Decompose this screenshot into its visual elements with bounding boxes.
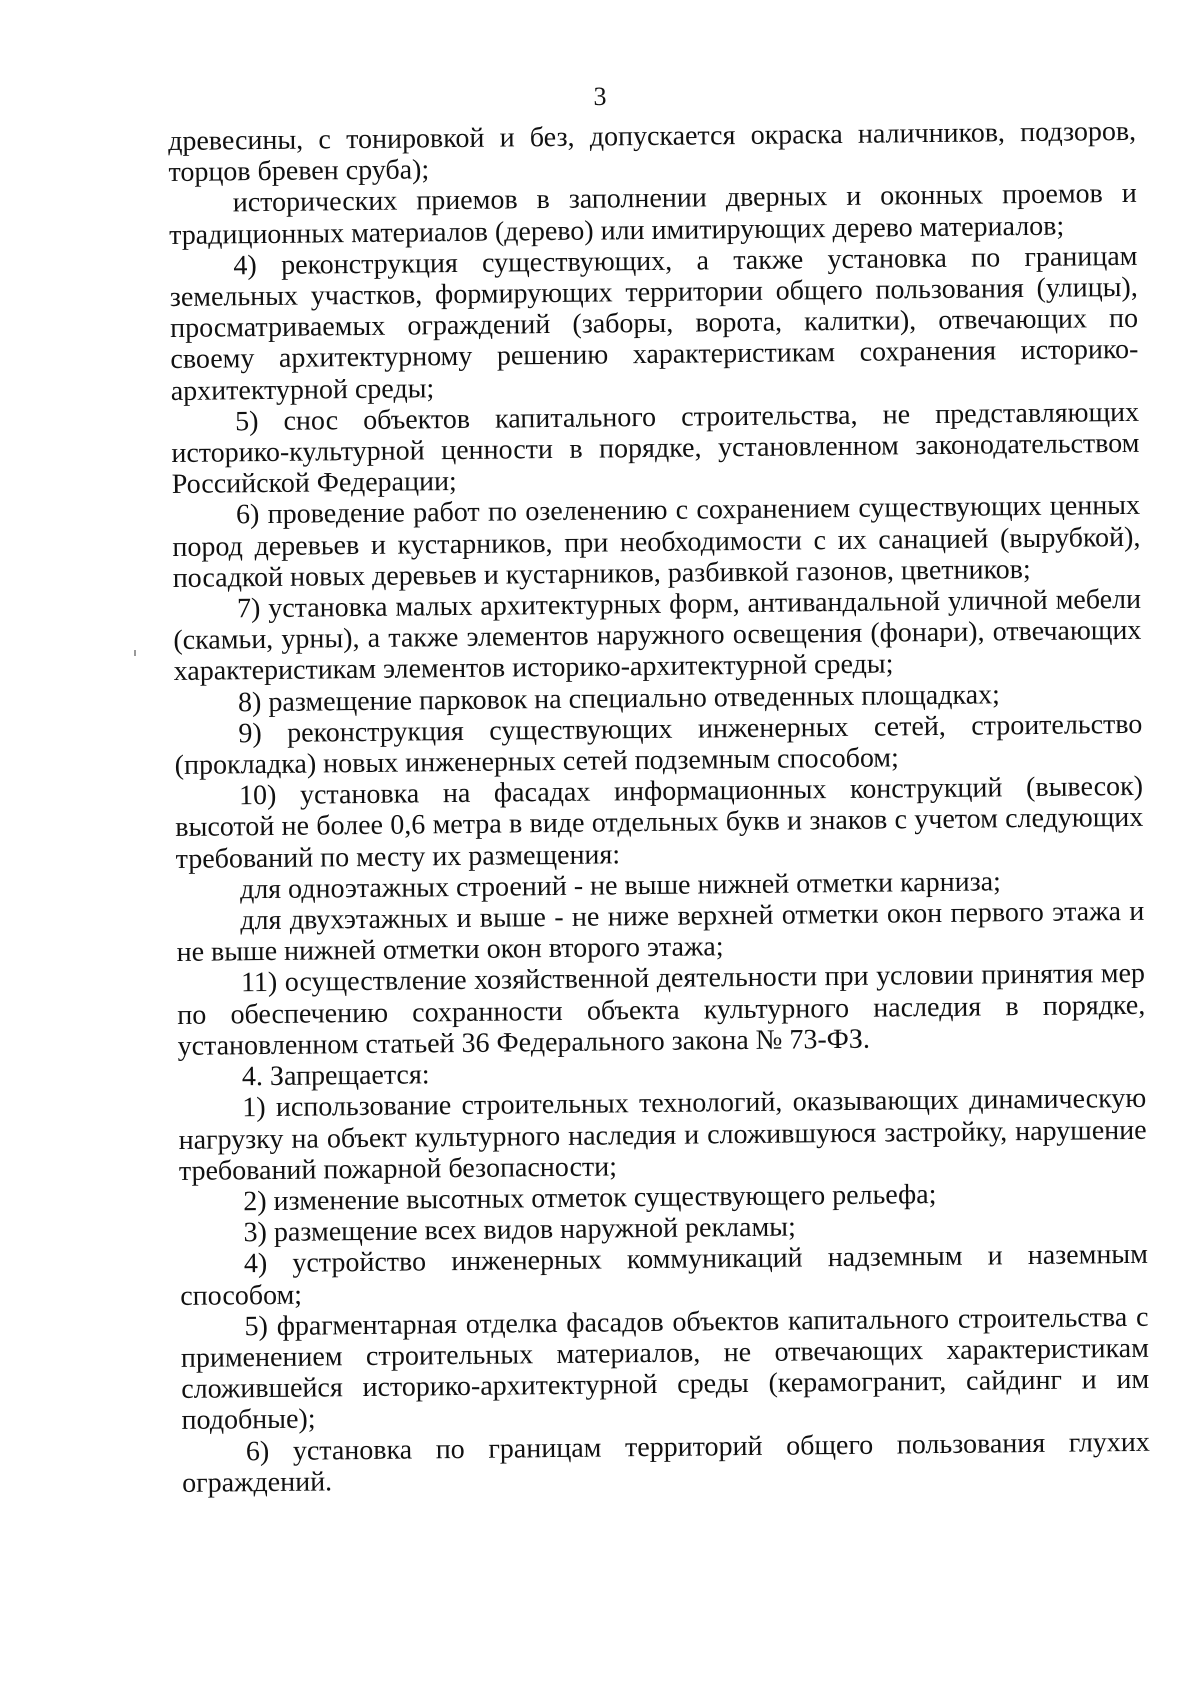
paragraph-item-7: 7) установка малых архитектурных форм, антивандальной уличной мебели (скамьи, урны), а также элементов наружного освещения (фонари), отвечающих характеристикам элементов историко-архитектурной среды;: [173, 583, 1142, 688]
paragraph-prohibited-4: 4) устройство инженерных коммуникаций надземным и наземным способом;: [180, 1239, 1149, 1312]
paragraph-historical-methods: исторических приемов в заполнении дверных и оконных проемов и традиционных материалов (дерево) или имитирующих дерево материалов;: [168, 178, 1137, 251]
paragraph-prohibited-2: 2) изменение высотных отметок существующего рельефа;: [243, 1178, 937, 1218]
paragraph-continuation: древесины, с тонировкой и без, допускается окраска наличников, подзоров, торцов бревен сруба);: [168, 115, 1137, 189]
paragraph-item-11: 11) осуществление хозяйственной деятельности при условии принятия мер по обеспечению сохранности объекта культурного наследия в порядке, установленном статьей 36 Федерального закона № 73-ФЗ.: [177, 958, 1146, 1062]
page-number: 3: [593, 82, 607, 111]
paragraph-single-storey: для одноэтажных строений - не выше нижней отметки карниза;: [239, 866, 1002, 906]
paragraph-item-8: 8) размещение парковок на специально отведенных площадках;: [237, 678, 1000, 718]
paragraph-item-4: 4) реконструкция существующих, а также установка по границам земельных участков, формирующих территории общего пользования (улицы), просматриваемых ограждений (заборы, ворота, калитки), отвечающих по своему архитектурному решению характеристикам сохранения историко-архитектурной среды;: [169, 240, 1139, 407]
paragraph-item-10: 10) установка на фасадах информационных конструкций (вывесок) высотой не более 0,6 метра в виде отдельных букв и знаков с учетом следующих требований по месту их размещения:: [175, 771, 1144, 875]
paragraph-two-storey: для двухэтажных и выше - не ниже верхней отметки окон первого этажа и не выше нижней отметки окон второго этажа;: [176, 895, 1145, 969]
paragraph-prohibited-6: 6) установка по границам территорий общего пользования глухих ограждений.: [182, 1426, 1150, 1499]
paragraph-prohibited-1: 1) использование строительных технологий, оказывающих динамическую нагрузку на объект культурного наследия и сложившуюся застройку, нарушение требований пожарной безопасности;: [178, 1083, 1147, 1187]
paragraph-prohibited-5: 5) фрагментарная отделка фасадов объектов капитального строительства с применением строительных материалов, не отвечающих характеристикам сложившейся историко-архитектурной среды (керамогранит, сайдинг и им подобные);: [180, 1301, 1150, 1437]
paragraph-item-9: 9) реконструкция существующих инженерных сетей, строительство (прокладка) новых инженерных сетей подземным способом;: [174, 708, 1143, 782]
paragraph-item-6: 6) проведение работ по озеленению с сохранением существующих ценных пород деревьев и кустарников, при необходимости с их санацией (вырубкой), посадкой новых деревьев и кустарников, разбивкой газонов, цветников;: [172, 490, 1141, 594]
paragraph-item-5: 5) снос объектов капитального строительства, не представляющих историко-культурной ценности в порядке, установленном законодательством Российской Федерации;: [171, 396, 1140, 501]
section-heading-prohibited: 4. Запрещается:: [241, 1059, 430, 1093]
paragraph-prohibited-3: 3) размещение всех видов наружной рекламы;: [243, 1211, 796, 1249]
margin-mark: [134, 650, 136, 656]
document-body: [168, 116, 1150, 1499]
